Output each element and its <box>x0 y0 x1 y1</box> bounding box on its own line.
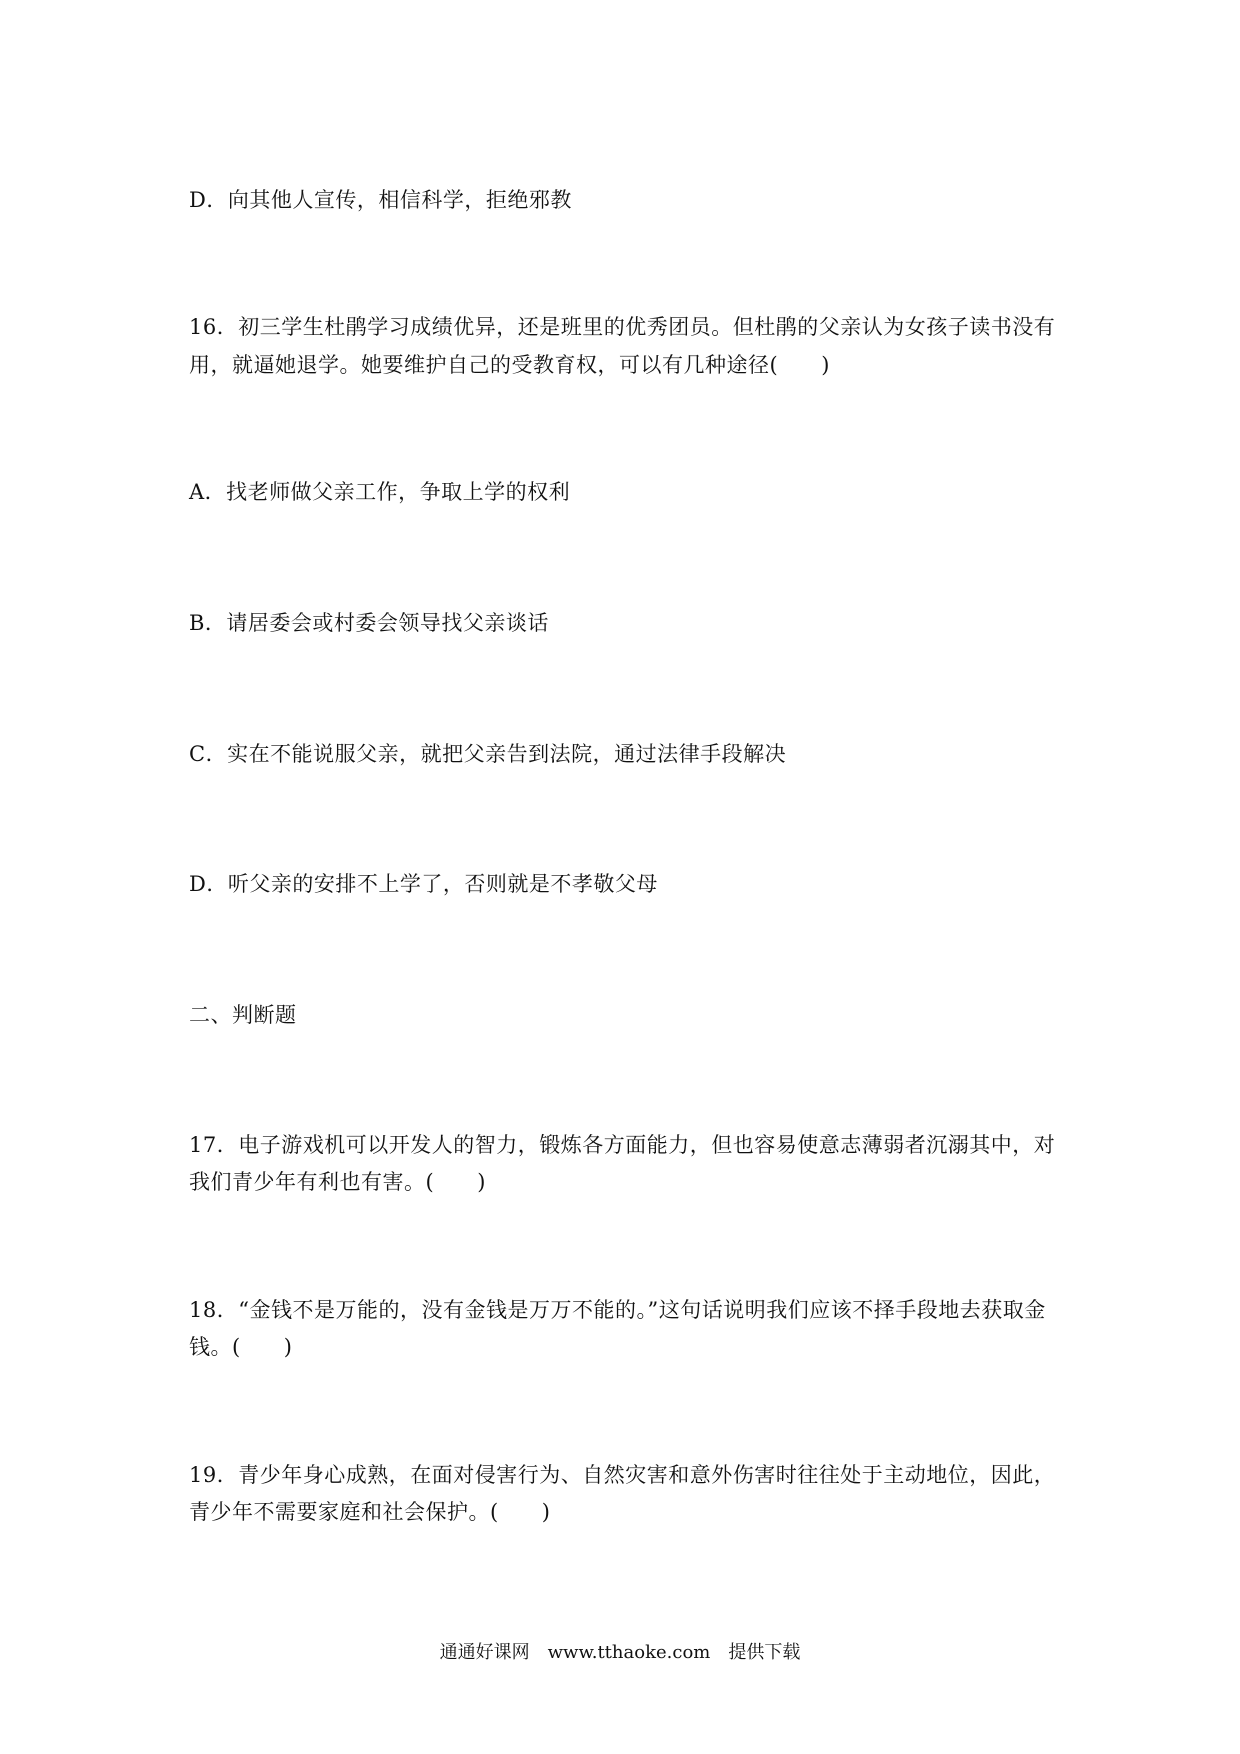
question-18-line-2: 钱。( ) <box>189 1335 293 1359</box>
option-d-q16: D．听父亲的安排不上学了，否则就是不孝敬父母 <box>189 872 658 896</box>
page-footer: 通通好课网 www.tthaoke.com 提供下载 <box>439 1642 801 1663</box>
question-16-line-1: 16．初三学生杜鹃学习成绩优异，还是班里的优秀团员。但杜鹃的父亲认为女孩子读书没有 <box>189 315 1056 339</box>
option-b-q16: B．请居委会或村委会领导找父亲谈话 <box>189 611 549 635</box>
question-17-line-1: 17．电子游戏机可以开发人的智力，锻炼各方面能力，但也容易使意志薄弱者沉溺其中，对 <box>189 1133 1056 1157</box>
option-c-q16: C．实在不能说服父亲，就把父亲告到法院，通过法律手段解决 <box>189 742 787 766</box>
question-19-line-2: 青少年不需要家庭和社会保护。( ) <box>189 1500 551 1524</box>
question-18-line-1: 18．“金钱不是万能的，没有金钱是万万不能的。”这句话说明我们应该不择手段地去获取金 <box>189 1298 1046 1322</box>
question-16-line-2: 用，就逼她退学。她要维护自己的受教育权，可以有几种途径( ) <box>189 353 830 377</box>
option-a-q16: A．找老师做父亲工作，争取上学的权利 <box>189 480 571 504</box>
option-d-q15: D．向其他人宣传，相信科学，拒绝邪教 <box>189 188 572 212</box>
question-17-line-2: 我们青少年有利也有害。( ) <box>189 1170 486 1194</box>
question-19-line-1: 19．青少年身心成熟，在面对侵害行为、自然灾害和意外伤害时往往处于主动地位，因此， <box>189 1463 1056 1487</box>
section-heading: 二、判断题 <box>189 1003 297 1027</box>
